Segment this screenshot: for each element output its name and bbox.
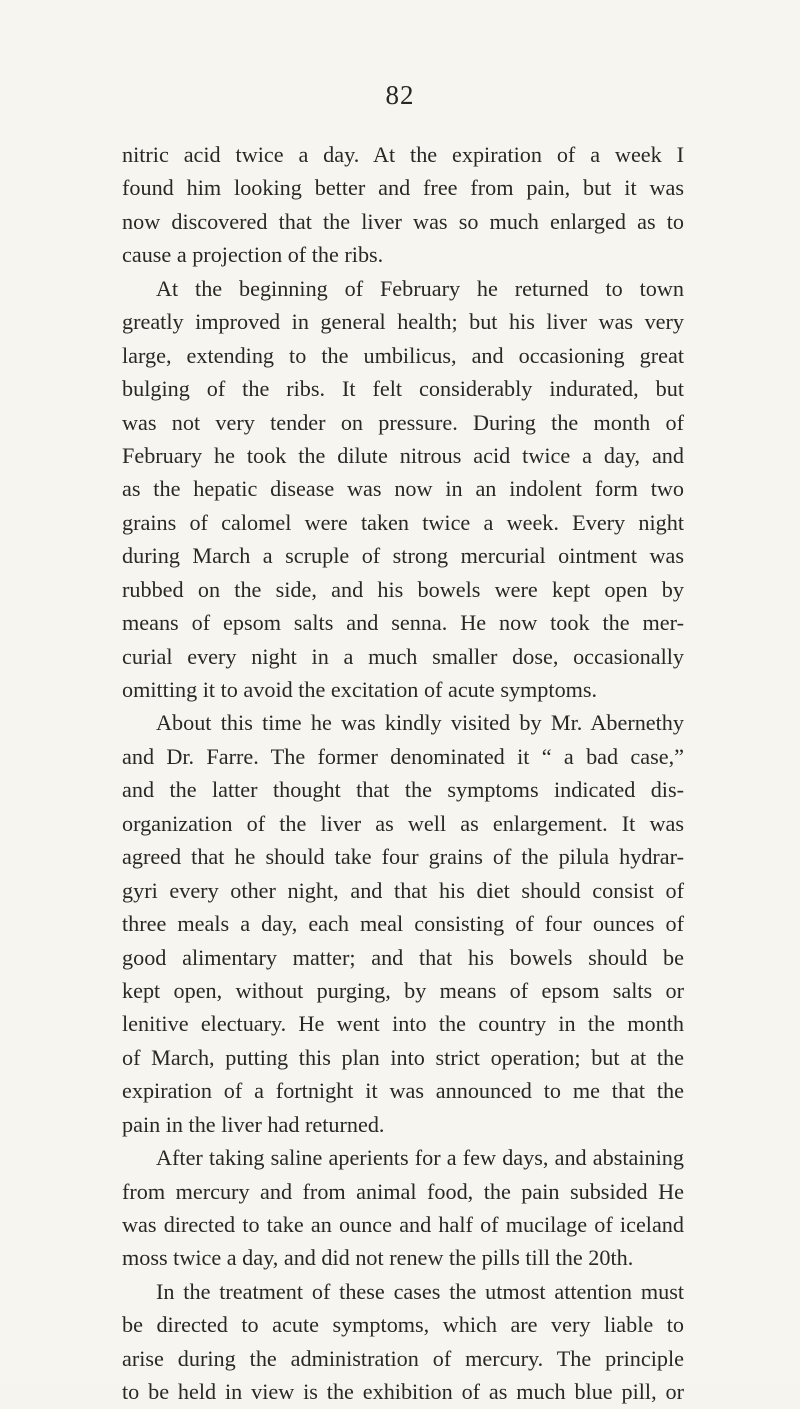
text-line: and Dr. Farre. The former denominated it “ a bad case,” bbox=[122, 743, 684, 769]
text-line: lenitive electuary. He went into the country in the month bbox=[122, 1011, 684, 1037]
text-line: expiration of a fortnight it was announced to me that the bbox=[122, 1078, 684, 1104]
text-line: nitric acid twice a day. At the expiration of a week I bbox=[122, 142, 684, 167]
text-line: kept open, without purging, by means of epsom salts or bbox=[122, 977, 684, 1003]
text-line: to be held in view is the exhibition of as much blue pill, or bbox=[122, 1379, 684, 1405]
paragraph-start-line: At the beginning of February he returned to town bbox=[156, 275, 684, 301]
paragraph-start-line: After taking saline aperients for a few days, and abstaining bbox=[156, 1145, 684, 1171]
text-line: of March, putting this plan into strict operation; but at the bbox=[122, 1044, 684, 1070]
text-line: greatly improved in general health; but his liver was very bbox=[122, 309, 684, 335]
text-line: omitting it to avoid the excitation of acute symptoms. bbox=[122, 677, 598, 702]
text-line: moss twice a day, and did not renew the pills till the 20th. bbox=[122, 1245, 634, 1271]
text-line: large, extending to the umbilicus, and occasioning great bbox=[122, 342, 684, 368]
text-line: curial every night in a much smaller dose, occasionally bbox=[122, 643, 684, 669]
text-line: rubbed on the side, and his bowels were kept open by bbox=[122, 576, 684, 602]
text-line: organization of the liver as well as enlargement. It was bbox=[122, 810, 684, 836]
text-line: and the latter thought that the symptoms indicated dis- bbox=[122, 777, 684, 803]
paragraph-start-line: About this time he was kindly visited by Mr. Abernethy bbox=[156, 710, 684, 736]
text-line: arise during the administration of mercury. The principle bbox=[122, 1345, 684, 1371]
text-line: was directed to take an ounce and half of mucilage of iceland bbox=[122, 1212, 684, 1237]
text-line: cause a projection of the ribs. bbox=[122, 242, 384, 268]
text-line: good alimentary matter; and that his bowels should be bbox=[122, 944, 684, 970]
text-line: three meals a day, each meal consisting of four ounces of bbox=[122, 911, 684, 937]
text-line: was not very tender on pressure. During the month of bbox=[122, 409, 684, 435]
text-line: from mercury and from animal food, the pain subsided He bbox=[122, 1178, 684, 1204]
text-line: agreed that he should take four grains of the pilula hydrar- bbox=[122, 844, 684, 870]
text-line: gyri every other night, and that his diet should consist of bbox=[122, 877, 684, 903]
body-text bbox=[122, 138, 684, 1409]
text-line: means of epsom salts and senna. He now took the mer- bbox=[122, 610, 684, 636]
text-line: found him looking better and free from pain, but it was bbox=[122, 175, 684, 201]
text-line: pain in the liver had returned. bbox=[122, 1111, 385, 1137]
text-line: February he took the dilute nitrous acid twice a day, and bbox=[122, 442, 684, 468]
text-line: now discovered that the liver was so much enlarged as to bbox=[122, 208, 684, 234]
text-line: during March a scruple of strong mercurial ointment was bbox=[122, 543, 684, 569]
text-line: bulging of the ribs. It felt considerably indurated, but bbox=[122, 376, 684, 402]
text-line: grains of calomel were taken twice a week. Every night bbox=[122, 509, 684, 535]
paragraph-start-line: In the treatment of these cases the utmost attention must bbox=[156, 1278, 684, 1304]
text-line: be directed to acute symptoms, which are very liable to bbox=[122, 1312, 684, 1338]
text-line: as the hepatic disease was now in an indolent form two bbox=[122, 476, 684, 502]
page-number: 82 bbox=[385, 80, 415, 110]
